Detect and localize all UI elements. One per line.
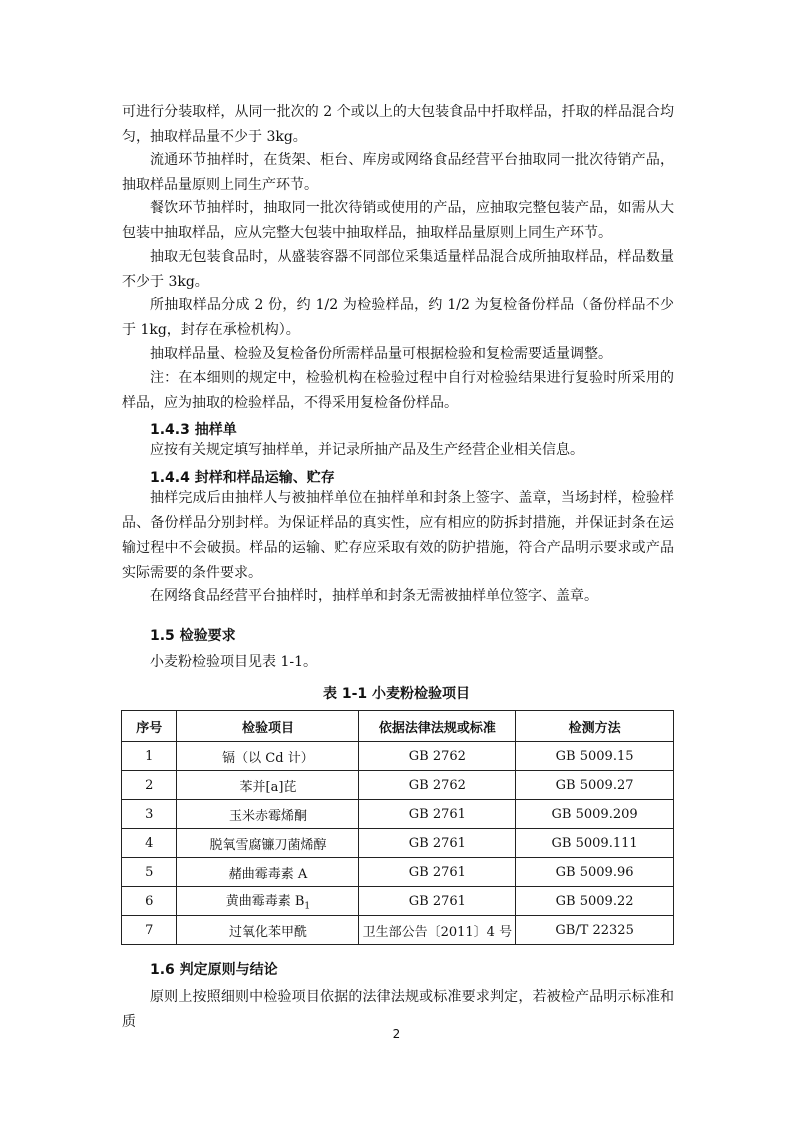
cell-item-subscript: 1 (304, 901, 311, 912)
cell-no: 4 (122, 829, 177, 858)
paragraph-catering-sampling: 餐饮环节抽样时，抽取同一批次待销或使用的产品，应抽取完整包装产品，如需从大包装中抽取样品，应从完整大包装中抽取样品，抽取样品量原则上同生产环节。 (122, 200, 674, 241)
heading-1-4-4: 1.4.4 封样和样品运输、贮存 (150, 470, 335, 486)
cell-method: GB 5009.27 (516, 771, 674, 800)
cell-basis: GB 2761 (359, 887, 516, 916)
header-basis: 依据法律法规或标准 (359, 711, 516, 742)
cell-basis: GB 2761 (359, 858, 516, 887)
paragraph-sealing-transport: 抽样完成后由抽样人与被抽样单位在抽样单和封条上签字、盖章，当场封样，检验样品、备份样品分别封样。为保证样品的真实性，应有相应的防拆封措施，并保证封条在运输过程中不会破损。样品的运输、贮存应采取有效的防护措施，符合产品明示要求或产品实际需要的条件要求。 (122, 490, 674, 581)
cell-item: 玉米赤霉烯酮 (177, 800, 359, 829)
paragraph-judgment-principle: 原则上按照细则中检验项目依据的法律法规或标准要求判定，若被检产品明示标准和质 (122, 989, 674, 1030)
table-row (122, 800, 674, 829)
cell-method: GB 5009.22 (516, 887, 674, 916)
table-row (122, 771, 674, 800)
cell-item: 赭曲霉毒素 A (177, 858, 359, 887)
header-method: 检测方法 (516, 711, 674, 742)
cell-no: 1 (122, 742, 177, 771)
cell-no: 2 (122, 771, 177, 800)
paragraph-sample-division: 所抽取样品分成 2 份，约 1/2 为检验样品，约 1/2 为复检备份样品（备份样品不少于 1kg，封存在承检机构）。 (122, 297, 674, 338)
table-caption: 表 1-1 小麦粉检验项目 (322, 686, 471, 702)
cell-item-text: 黄曲霉毒素 B (225, 894, 305, 910)
cell-item (177, 887, 359, 916)
cell-no: 7 (122, 916, 177, 945)
table-row (122, 916, 674, 945)
cell-no: 6 (122, 887, 177, 916)
cell-method: GB 5009.111 (516, 829, 674, 858)
table-row (122, 742, 674, 771)
cell-no: 3 (122, 800, 177, 829)
paragraph-circulation-sampling: 流通环节抽样时，在货架、柜台、库房或网络食品经营平台抽取同一批次待销产品，抽取样品量原则上同生产环节。 (122, 152, 674, 193)
cell-basis: GB 2762 (359, 742, 516, 771)
cell-method: GB/T 22325 (516, 916, 674, 945)
header-item: 检验项目 (177, 711, 359, 742)
table-header-row (122, 711, 674, 742)
cell-basis: GB 2761 (359, 829, 516, 858)
paragraph-note: 注：在本细则的规定中，检验机构在检验过程中自行对检验结果进行复验时所采用的样品，应为抽取的检验样品，不得采用复检备份样品。 (122, 370, 674, 411)
cell-item: 脱氧雪腐镰刀菌烯醇 (177, 829, 359, 858)
paragraph-unpackaged-sampling: 抽取无包装食品时，从盛装容器不同部位采集适量样品混合成所抽取样品，样品数量不少于 3kg。 (122, 249, 674, 290)
cell-no: 5 (122, 858, 177, 887)
heading-1-4-3: 1.4.3 抽样单 (150, 422, 237, 438)
inspection-items-table (121, 710, 674, 945)
cell-item: 苯并[a]芘 (177, 771, 359, 800)
page-number: 2 (392, 1027, 401, 1041)
table-row (122, 887, 674, 916)
cell-item: 镉（以 Cd 计） (177, 742, 359, 771)
cell-method: GB 5009.15 (516, 742, 674, 771)
cell-item: 过氧化苯甲酰 (177, 916, 359, 945)
heading-1-5: 1.5 检验要求 (150, 628, 236, 644)
paragraph-sample-quantity: 抽取样品量、检验及复检备份所需样品量可根据检验和复检需要适量调整。 (150, 346, 612, 362)
paragraph-table-reference: 小麦粉检验项目见表 1-1。 (150, 654, 317, 670)
cell-basis: 卫生部公告〔2011〕4 号 (359, 916, 516, 945)
cell-basis: GB 2762 (359, 771, 516, 800)
paragraph-sampling-split: 可进行分装取样，从同一批次的 2 个或以上的大包装食品中扦取样品，扦取的样品混合均匀，抽取样品量不少于 3kg。 (122, 104, 674, 145)
paragraph-online-sampling: 在网络食品经营平台抽样时，抽样单和封条无需被抽样单位签字、盖章。 (150, 588, 598, 604)
cell-method: GB 5009.209 (516, 800, 674, 829)
table-row (122, 829, 674, 858)
header-no: 序号 (122, 711, 177, 742)
heading-1-6: 1.6 判定原则与结论 (150, 962, 278, 978)
table-row (122, 858, 674, 887)
cell-basis: GB 2761 (359, 800, 516, 829)
paragraph-sampling-form: 应按有关规定填写抽样单，并记录所抽产品及生产经营企业相关信息。 (150, 442, 584, 458)
cell-method: GB 5009.96 (516, 858, 674, 887)
